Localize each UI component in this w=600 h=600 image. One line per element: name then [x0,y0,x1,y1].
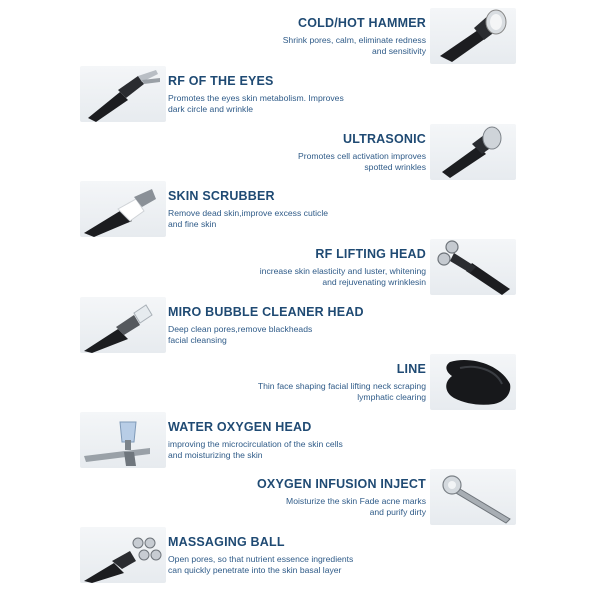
item-title: MASSAGING BALL [168,535,285,549]
item-description: Promotes the eyes skin metabolism. Improves dark circle and wrinkle [168,93,344,114]
item-miro-bubble-cleaner-head [0,297,600,353]
item-title: RF OF THE EYES [168,74,274,88]
item-title: LINE [396,362,426,376]
item-description: Moisturize the skin Fade acne marks and purify dirty [286,496,426,517]
item-rf-lifting-head [0,239,600,295]
oxygen-spray-gun-icon [80,412,166,468]
item-title: WATER OXYGEN HEAD [168,420,312,434]
item-description: Deep clean pores,remove blackheads facial cleansing [168,324,313,345]
item-description: improving the microcirculation of the skin cells and moisturizing the skin [168,439,343,460]
item-title: SKIN SCRUBBER [168,189,275,203]
item-title: ULTRASONIC [342,132,426,146]
item-description: Remove dead skin,improve excess cuticle and fine skin [168,208,329,229]
item-line [0,354,600,410]
item-description: Open pores, so that nutrient essence ingredients can quickly penetrate into the skin basal layer [168,554,354,575]
item-description: Shrink pores, calm, eliminate redness and sensitivity [282,35,426,56]
item-description: Promotes cell activation improves spotted wrinkles [298,151,426,172]
rf-eye-probe-icon [80,66,166,122]
item-rf-of-the-eyes [0,66,600,122]
gua-sha-board-icon [430,354,516,410]
skin-scrubber-icon [80,181,166,237]
bubble-cleaner-icon [80,297,166,353]
item-description: Thin face shaping facial lifting neck scraping lymphatic clearing [257,381,426,402]
massaging-ball-icon [80,527,166,583]
ultrasonic-probe-icon [430,124,516,180]
item-oxygen-infusion-inject [0,469,600,525]
item-title: OXYGEN INFUSION INJECT [256,477,426,491]
item-ultrasonic [0,124,600,180]
item-cold-hot-hammer [0,8,600,64]
oxygen-infusion-pen-icon [430,469,516,525]
item-title: COLD/HOT HAMMER [298,16,426,30]
rf-lifting-head-icon [430,239,516,295]
item-description: increase skin elasticity and luster, whitening and rejuvenating wrinklesin [259,266,426,287]
cold-hot-hammer-icon [430,8,516,64]
item-title: RF LIFTING HEAD [315,247,426,261]
item-massaging-ball [0,527,600,583]
item-skin-scrubber [0,181,600,237]
item-title: MIRO BUBBLE CLEANER HEAD [168,305,364,319]
item-water-oxygen-head [0,412,600,468]
